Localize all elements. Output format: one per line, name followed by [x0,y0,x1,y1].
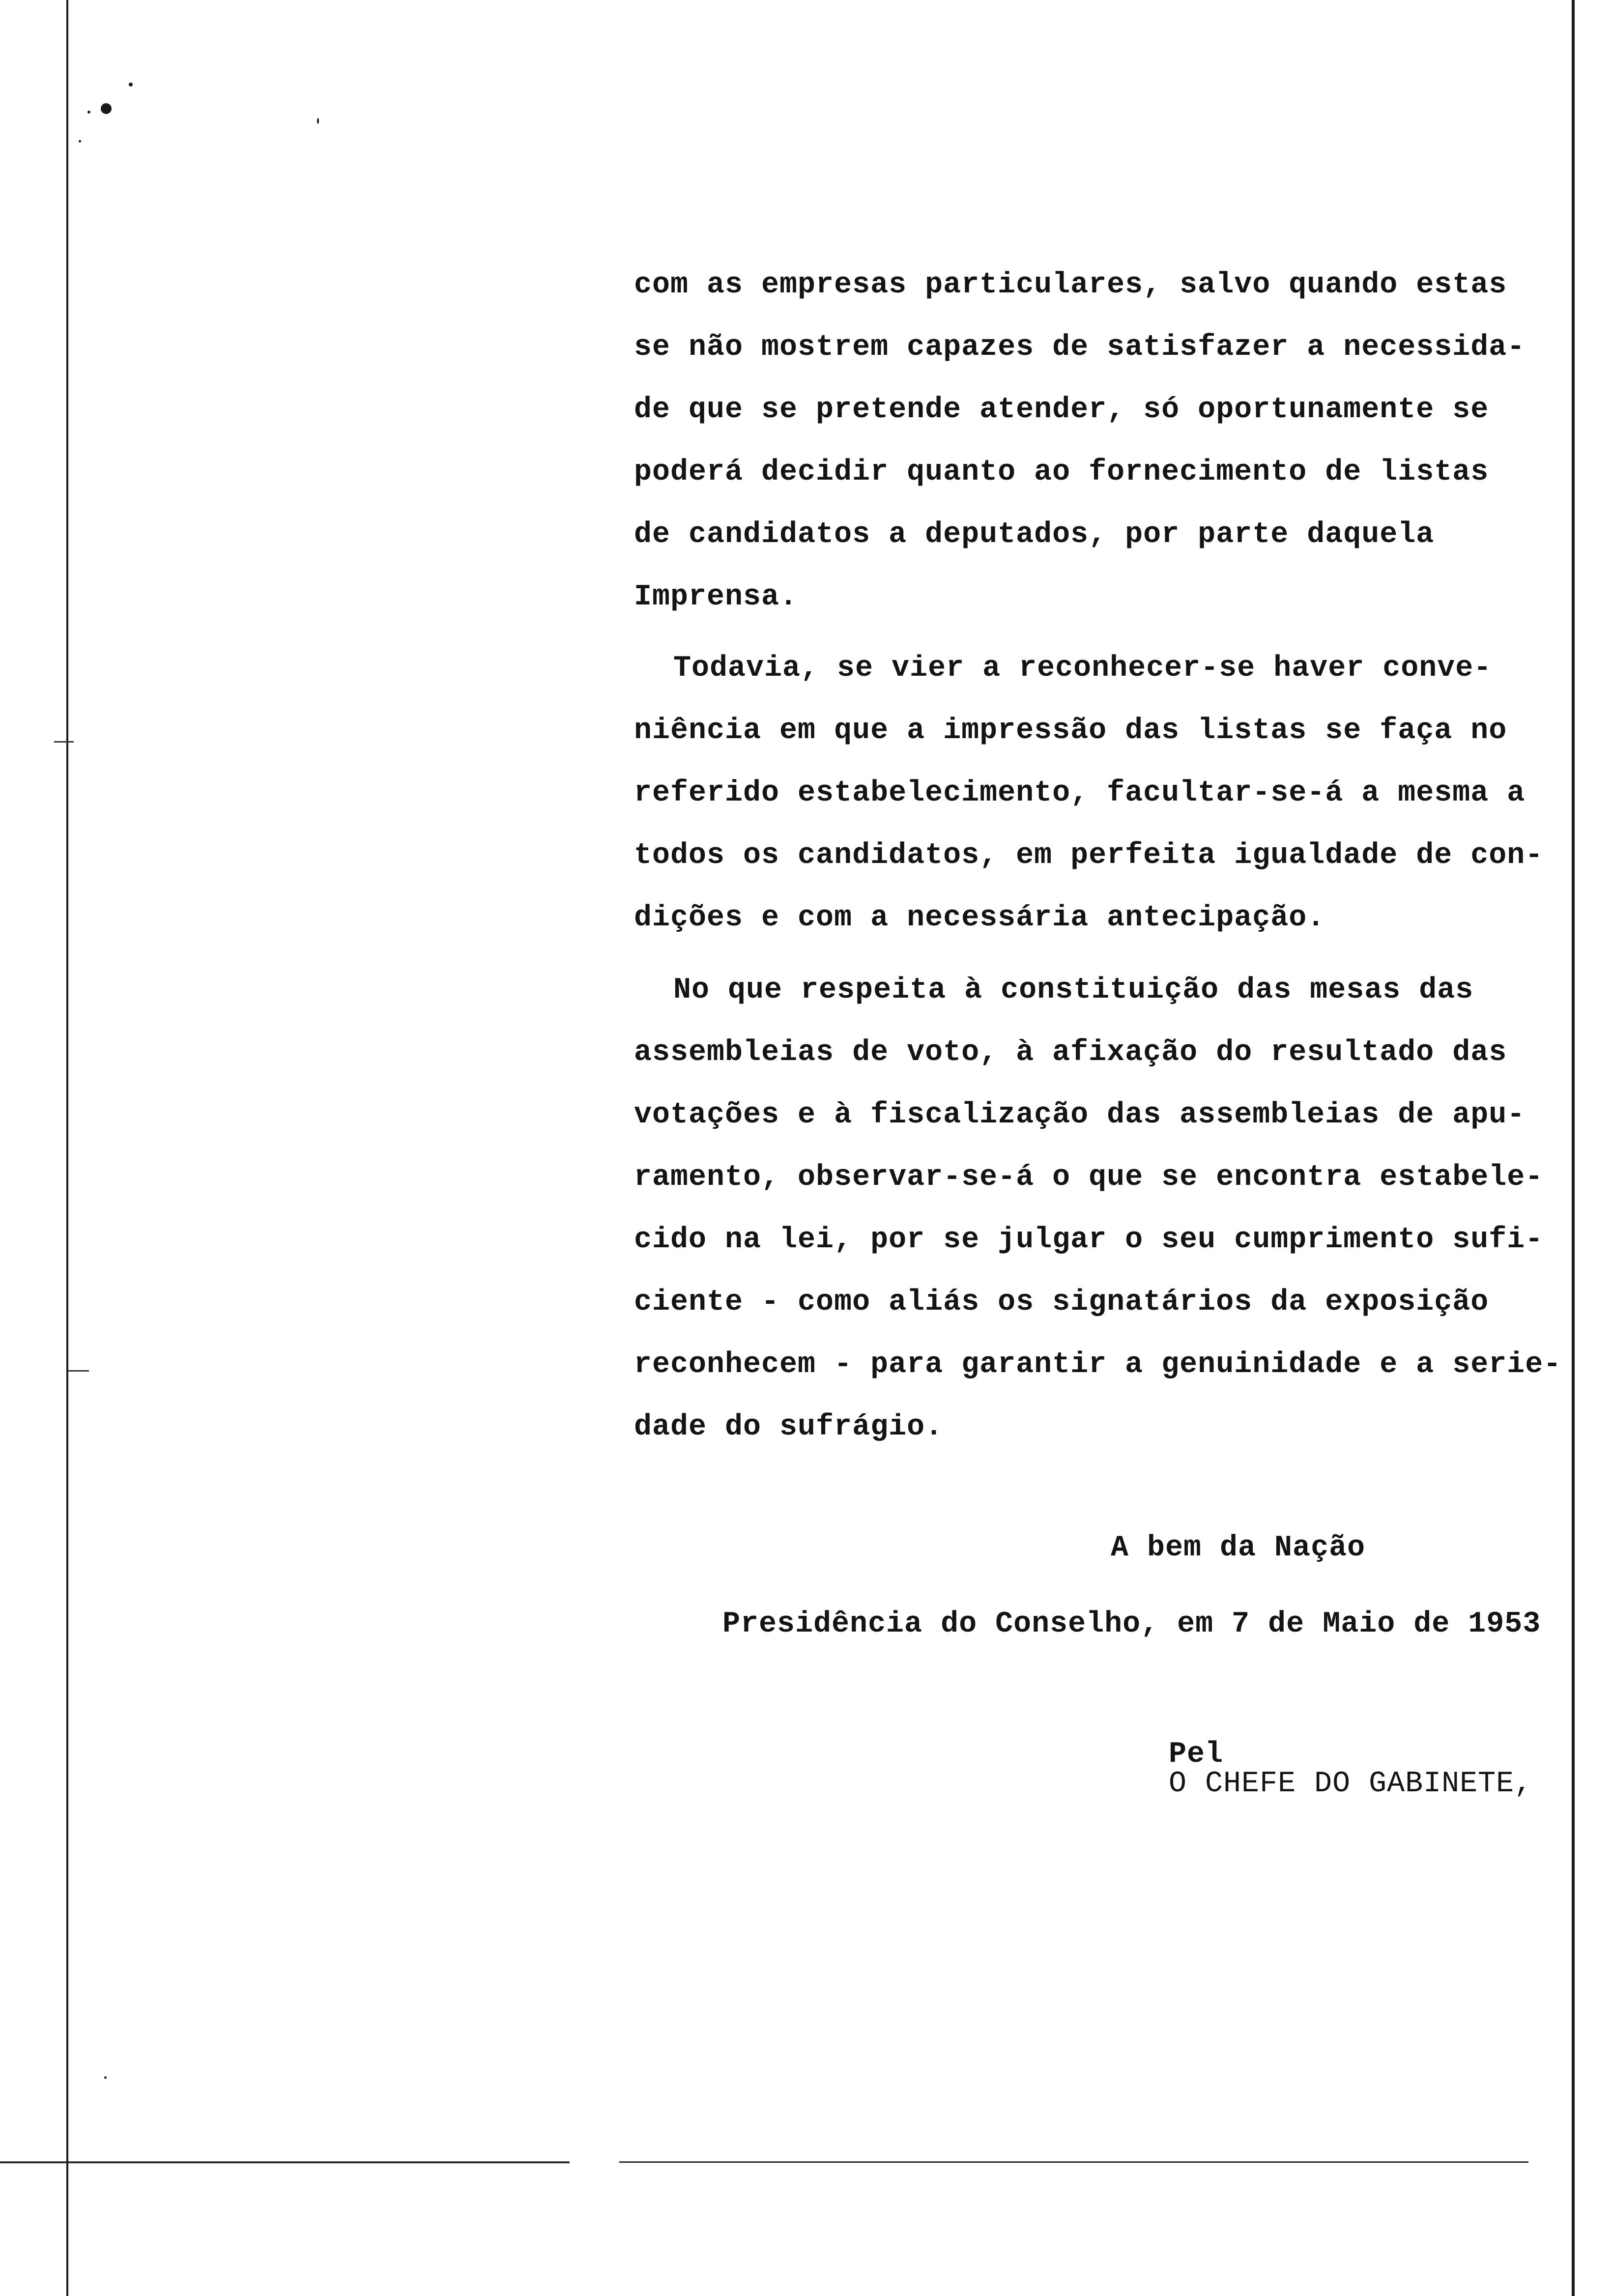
signature-title: O CHEFE DO GABINETE, [1169,1767,1533,1801]
right-margin-rule [1572,0,1575,2296]
left-margin-rule [66,0,68,2296]
text-line: todos os candidatos, em perfeita igualdade de con- [634,839,1544,872]
text-line: ramento, observar-se-á o que se encontra estabele- [634,1161,1544,1194]
bottom-rule-right [619,2161,1528,2163]
signature-prefix: Pel [1169,1738,1224,1771]
text-line: dade do sufrágio. [634,1410,944,1444]
text-line: com as empresas particulares, salvo quando estas [634,268,1507,302]
salutation: A bem da Nação [1111,1531,1366,1565]
text-line: Imprensa. [634,580,798,614]
text-line: referido estabelecimento, facultar-se-á a mesma a [634,776,1526,810]
text-line: reconhecem - para garantir a genuinidade e a serie- [634,1348,1562,1381]
margin-tick [54,741,74,743]
scan-speck [129,83,133,86]
scan-speck [104,2076,107,2079]
text-line: votações e à fiscalização das assembleias de apu- [634,1098,1526,1132]
text-line: de que se pretende atender, só oportunamente se [634,393,1489,427]
text-line: cido na lei, por se julgar o seu cumprimento sufi- [634,1223,1544,1257]
text-line: assembleias de voto, à afixação do resultado das [634,1036,1507,1069]
text-line: se não mostrem capazes de satisfazer a necessida- [634,331,1526,364]
text-line: poderá decidir quanto ao fornecimento de listas [634,456,1489,489]
place-and-date: Presidência do Conselho, em 7 de Maio de 1953 [722,1607,1541,1641]
scan-speck [79,140,81,143]
scan-speck [317,118,319,124]
scan-speck [101,103,112,114]
text-line: ciente - como aliás os signatários da exposição [634,1286,1489,1319]
text-line: dições e com a necessária antecipação. [634,901,1325,935]
signature-line [1096,1710,1532,1828]
text-line: Todavia, se vier a reconhecer-se haver conve- [673,652,1492,685]
margin-tick [68,1370,89,1372]
text-line: No que respeita à constituição das mesas das [673,974,1474,1007]
bottom-rule-middle [68,2161,570,2163]
text-line: de candidatos a deputados, por parte daquela [634,518,1435,551]
scan-speck [87,111,90,114]
text-line: niência em que a impressão das listas se faça no [634,714,1507,747]
bottom-rule-left [0,2161,66,2163]
